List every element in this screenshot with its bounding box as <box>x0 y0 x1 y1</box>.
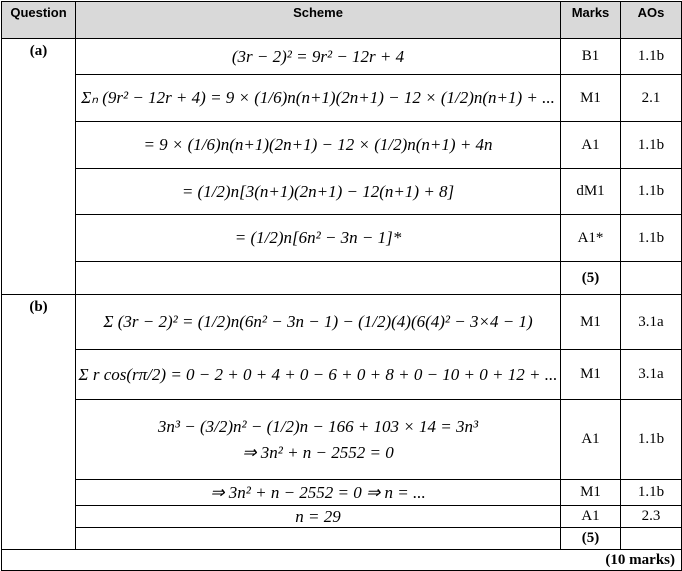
scheme-cell: Σ (3r − 2)² = (1/2)n(6n² − 3n − 1) − (1/2)(4)(6(4)² − 3×4 − 1) <box>76 295 561 350</box>
scheme-cell: ⇒ 3n² + n − 2552 = 0 ⇒ n = ... <box>76 480 561 506</box>
scheme-cell <box>76 400 561 480</box>
scheme-line: 3n³ − (3/2)n² − (1/2)n − 166 + 103 × 14 = 3n³ <box>157 416 479 436</box>
marks-header: Marks <box>561 2 621 39</box>
scheme-cell: Σₙ (9r² − 12r + 4) = 9 × (1/6)n(n+1)(2n+1) − 12 × (1/2)n(n+1) + ... <box>76 75 561 122</box>
marks-cell: M1 <box>561 295 621 350</box>
question-label-b: (b) <box>2 295 76 550</box>
scheme-header: Scheme <box>76 2 561 39</box>
table-row <box>2 506 682 528</box>
table-row <box>2 400 682 480</box>
marks-cell: A1 <box>561 506 621 528</box>
scheme-cell: (3r − 2)² = 9r² − 12r + 4 <box>76 39 561 75</box>
marks-cell: M1 <box>561 350 621 400</box>
ao-cell: 2.1 <box>621 75 682 122</box>
total-marks: (10 marks) <box>2 550 682 571</box>
scheme-cell: = (1/2)n[6n² − 3n − 1]* <box>76 215 561 262</box>
ao-cell: 1.1b <box>621 39 682 75</box>
ao-cell: 1.1b <box>621 400 682 480</box>
scheme-cell: = (1/2)n[3(n+1)(2n+1) − 12(n+1) + 8] <box>76 169 561 215</box>
scheme-line: ⇒ 3n² + n − 2552 = 0 <box>242 442 394 462</box>
scheme-cell: = 9 × (1/6)n(n+1)(2n+1) − 12 × (1/2)n(n+1) + 4n <box>76 122 561 169</box>
ao-cell: 1.1b <box>621 215 682 262</box>
marks-subtotal: (5) <box>561 528 621 550</box>
mark-scheme-table <box>1 1 682 571</box>
marks-subtotal: (5) <box>561 262 621 295</box>
marks-cell: A1 <box>561 122 621 169</box>
marks-cell: A1 <box>561 400 621 480</box>
table-row <box>2 528 682 550</box>
table-row <box>2 39 682 75</box>
table-row <box>2 350 682 400</box>
ao-cell: 1.1b <box>621 169 682 215</box>
question-label-a: (a) <box>2 39 76 295</box>
table-row <box>2 480 682 506</box>
ao-cell <box>621 528 682 550</box>
table-row <box>2 262 682 295</box>
ao-cell: 3.1a <box>621 350 682 400</box>
marks-cell: B1 <box>561 39 621 75</box>
ao-cell: 2.3 <box>621 506 682 528</box>
table-row <box>2 122 682 169</box>
question-header: Question <box>2 2 76 39</box>
marks-cell: M1 <box>561 75 621 122</box>
ao-cell: 1.1b <box>621 122 682 169</box>
scheme-cell: Σ r cos(rπ/2) = 0 − 2 + 0 + 4 + 0 − 6 + 0 + 8 + 0 − 10 + 0 + 12 + ... <box>76 350 561 400</box>
table-row <box>2 169 682 215</box>
table-row <box>2 215 682 262</box>
header-row <box>2 2 682 39</box>
total-row <box>2 550 682 571</box>
ao-cell <box>621 262 682 295</box>
table-row <box>2 295 682 350</box>
marks-cell: A1* <box>561 215 621 262</box>
marks-cell: dM1 <box>561 169 621 215</box>
scheme-cell <box>76 528 561 550</box>
scheme-cell: n = 29 <box>76 506 561 528</box>
ao-cell: 1.1b <box>621 480 682 506</box>
scheme-cell <box>76 262 561 295</box>
table-row <box>2 75 682 122</box>
marks-cell: M1 <box>561 480 621 506</box>
ao-cell: 3.1a <box>621 295 682 350</box>
aos-header: AOs <box>621 2 682 39</box>
